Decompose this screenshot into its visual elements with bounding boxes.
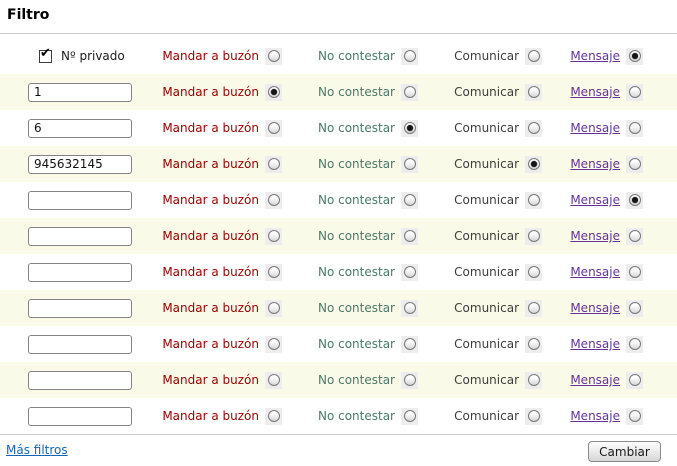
radio-pad <box>626 336 643 353</box>
option-label: No contestar <box>317 265 395 279</box>
checkmark-icon: ✔ <box>40 45 51 61</box>
mensaje-link[interactable]: Mensaje <box>570 229 620 243</box>
radio-pad <box>265 336 282 353</box>
number-input[interactable] <box>28 227 132 246</box>
mensaje-link[interactable]: Mensaje <box>570 265 620 279</box>
comunicar-radio[interactable] <box>528 374 540 386</box>
target-cell <box>0 182 150 218</box>
option-cell <box>282 146 418 182</box>
radio-pad <box>525 192 542 209</box>
option-cell <box>418 254 542 290</box>
option-label: No contestar <box>317 121 395 135</box>
radio-pad <box>265 408 282 425</box>
no_contestar-radio[interactable] <box>404 410 416 422</box>
filter-row <box>0 182 677 218</box>
mensaje-radio[interactable] <box>629 338 641 350</box>
mensaje-radio[interactable] <box>629 194 641 206</box>
mandar_a_buzon-radio[interactable] <box>268 194 280 206</box>
radio-pad <box>626 120 643 137</box>
mensaje-radio[interactable] <box>629 374 641 386</box>
option-label: No contestar <box>317 337 395 351</box>
option-label: Mandar a buzón <box>162 409 259 423</box>
target-cell <box>0 38 150 74</box>
radio-pad <box>401 408 418 425</box>
mensaje-radio[interactable] <box>629 302 641 314</box>
target-cell <box>0 326 150 362</box>
option-cell <box>282 254 418 290</box>
radio-pad <box>265 372 282 389</box>
option-cell <box>542 326 643 362</box>
radio-pad <box>525 48 542 65</box>
radio-pad <box>626 408 643 425</box>
radio-pad <box>626 372 643 389</box>
option-cell <box>150 398 282 434</box>
mandar_a_buzon-radio[interactable] <box>268 266 280 278</box>
filter-row <box>0 290 677 326</box>
option-cell <box>418 110 542 146</box>
option-cell <box>282 218 418 254</box>
option-label: Comunicar <box>454 49 519 63</box>
mensaje-link[interactable]: Mensaje <box>570 373 620 387</box>
option-label: Mandar a buzón <box>162 229 259 243</box>
radio-pad <box>525 300 542 317</box>
target-cell <box>0 290 150 326</box>
comunicar-radio[interactable] <box>528 50 540 62</box>
filter-row <box>0 218 677 254</box>
option-cell <box>150 146 282 182</box>
option-cell <box>542 218 643 254</box>
mensaje-link[interactable]: Mensaje <box>570 49 620 63</box>
option-label: Mandar a buzón <box>162 373 259 387</box>
number-input[interactable] <box>28 335 132 354</box>
option-label: No contestar <box>317 373 395 387</box>
radio-pad <box>525 372 542 389</box>
option-cell <box>418 326 542 362</box>
radio-pad <box>626 264 643 281</box>
number-input[interactable] <box>28 371 132 390</box>
mensaje-link[interactable]: Mensaje <box>570 409 620 423</box>
mensaje-radio[interactable] <box>629 158 641 170</box>
comunicar-radio[interactable] <box>528 302 540 314</box>
option-cell <box>542 182 643 218</box>
option-label: Mandar a buzón <box>162 121 259 135</box>
option-cell <box>418 362 542 398</box>
no_contestar-radio[interactable] <box>404 302 416 314</box>
option-label: Comunicar <box>454 121 519 135</box>
mensaje-radio[interactable] <box>629 50 641 62</box>
private-number-toggle <box>39 45 125 63</box>
radio-pad <box>626 156 643 173</box>
comunicar-radio[interactable] <box>528 266 540 278</box>
radio-pad <box>401 84 418 101</box>
filter-rows <box>0 38 677 434</box>
private-number-label: Nº privado <box>61 49 125 63</box>
number-input[interactable] <box>28 119 132 138</box>
option-label: Mandar a buzón <box>162 85 259 99</box>
option-cell <box>418 182 542 218</box>
option-label: No contestar <box>317 193 395 207</box>
option-cell <box>282 38 418 74</box>
option-label: No contestar <box>317 301 395 315</box>
option-cell <box>542 290 643 326</box>
option-cell <box>150 362 282 398</box>
radio-pad <box>265 48 282 65</box>
number-input[interactable] <box>28 83 132 102</box>
comunicar-radio[interactable] <box>528 338 540 350</box>
comunicar-radio[interactable] <box>528 230 540 242</box>
radio-pad <box>401 156 418 173</box>
option-cell <box>418 38 542 74</box>
radio-pad <box>525 156 542 173</box>
comunicar-radio[interactable] <box>528 158 540 170</box>
target-cell <box>0 110 150 146</box>
radio-pad <box>265 228 282 245</box>
option-cell <box>150 38 282 74</box>
target-cell <box>0 362 150 398</box>
radio-pad <box>401 264 418 281</box>
option-cell <box>150 218 282 254</box>
option-cell <box>542 74 643 110</box>
radio-pad <box>525 228 542 245</box>
mandar_a_buzon-radio[interactable] <box>268 158 280 170</box>
option-cell <box>418 74 542 110</box>
option-cell <box>418 398 542 434</box>
filter-row <box>0 362 677 398</box>
option-cell <box>542 38 643 74</box>
no_contestar-radio[interactable] <box>404 158 416 170</box>
option-cell <box>418 146 542 182</box>
radio-pad <box>265 192 282 209</box>
mensaje-radio[interactable] <box>629 230 641 242</box>
mensaje-link[interactable]: Mensaje <box>570 157 620 171</box>
target-cell <box>0 146 150 182</box>
option-cell <box>282 398 418 434</box>
submit-button[interactable]: Cambiar <box>588 441 661 462</box>
option-label: Comunicar <box>454 337 519 351</box>
option-label: Comunicar <box>454 85 519 99</box>
mandar_a_buzon-radio[interactable] <box>268 410 280 422</box>
option-label: Comunicar <box>454 193 519 207</box>
option-cell <box>150 110 282 146</box>
number-input[interactable] <box>28 299 132 318</box>
target-cell <box>0 74 150 110</box>
radio-pad <box>525 336 542 353</box>
option-cell <box>418 290 542 326</box>
option-cell <box>542 254 643 290</box>
target-cell <box>0 398 150 434</box>
option-label: No contestar <box>317 409 395 423</box>
option-cell <box>282 110 418 146</box>
radio-pad <box>525 120 542 137</box>
mandar_a_buzon-radio[interactable] <box>268 230 280 242</box>
option-label: Comunicar <box>454 157 519 171</box>
filter-row <box>0 38 677 74</box>
filter-row <box>0 254 677 290</box>
top-divider <box>0 33 677 34</box>
no_contestar-radio[interactable] <box>404 374 416 386</box>
option-label: Mandar a buzón <box>162 337 259 351</box>
more-filters-link[interactable]: Más filtros <box>6 443 68 457</box>
option-label: Comunicar <box>454 229 519 243</box>
mensaje-link[interactable]: Mensaje <box>570 85 620 99</box>
option-label: Mandar a buzón <box>162 157 259 171</box>
private-number-checkbox[interactable] <box>39 45 52 63</box>
radio-pad <box>626 192 643 209</box>
radio-pad <box>525 264 542 281</box>
radio-pad <box>265 300 282 317</box>
radio-pad <box>626 228 643 245</box>
mandar_a_buzon-radio[interactable] <box>268 302 280 314</box>
radio-pad <box>265 156 282 173</box>
option-label: No contestar <box>317 157 395 171</box>
radio-pad <box>401 300 418 317</box>
no_contestar-radio[interactable] <box>404 86 416 98</box>
option-cell <box>542 362 643 398</box>
radio-pad <box>401 228 418 245</box>
filter-row <box>0 398 677 434</box>
option-label: Comunicar <box>454 409 519 423</box>
option-cell <box>282 74 418 110</box>
option-cell <box>418 218 542 254</box>
radio-pad <box>265 84 282 101</box>
radio-pad <box>626 48 643 65</box>
option-cell <box>150 74 282 110</box>
option-label: Comunicar <box>454 301 519 315</box>
no_contestar-radio[interactable] <box>404 230 416 242</box>
comunicar-radio[interactable] <box>528 194 540 206</box>
radio-pad <box>626 84 643 101</box>
no_contestar-radio[interactable] <box>404 50 416 62</box>
mensaje-link[interactable]: Mensaje <box>570 121 620 135</box>
mensaje-radio[interactable] <box>629 410 641 422</box>
radio-pad <box>626 300 643 317</box>
option-cell <box>542 398 643 434</box>
number-input[interactable] <box>28 155 132 174</box>
footer <box>0 435 677 466</box>
mandar_a_buzon-radio[interactable] <box>268 86 280 98</box>
mandar_a_buzon-radio[interactable] <box>268 374 280 386</box>
number-input[interactable] <box>28 263 132 282</box>
comunicar-radio[interactable] <box>528 122 540 134</box>
number-input[interactable] <box>28 191 132 210</box>
radio-pad <box>525 84 542 101</box>
option-label: No contestar <box>317 229 395 243</box>
option-cell <box>150 254 282 290</box>
radio-pad <box>525 408 542 425</box>
mensaje-link[interactable]: Mensaje <box>570 193 620 207</box>
radio-pad <box>401 372 418 389</box>
mensaje-radio[interactable] <box>629 86 641 98</box>
comunicar-radio[interactable] <box>528 410 540 422</box>
page-title: Filtro <box>7 7 50 23</box>
mandar_a_buzon-radio[interactable] <box>268 122 280 134</box>
comunicar-radio[interactable] <box>528 86 540 98</box>
option-cell <box>542 146 643 182</box>
filter-row <box>0 146 677 182</box>
mandar_a_buzon-radio[interactable] <box>268 338 280 350</box>
option-cell <box>542 110 643 146</box>
filter-row <box>0 74 677 110</box>
mensaje-radio[interactable] <box>629 266 641 278</box>
number-input[interactable] <box>28 407 132 426</box>
mensaje-link[interactable]: Mensaje <box>570 301 620 315</box>
no_contestar-radio[interactable] <box>404 266 416 278</box>
radio-pad <box>401 336 418 353</box>
radio-pad <box>265 120 282 137</box>
mensaje-radio[interactable] <box>629 122 641 134</box>
radio-pad <box>401 192 418 209</box>
option-label: Mandar a buzón <box>162 49 259 63</box>
option-cell <box>150 290 282 326</box>
mensaje-link[interactable]: Mensaje <box>570 337 620 351</box>
target-cell <box>0 218 150 254</box>
option-cell <box>150 326 282 362</box>
no_contestar-radio[interactable] <box>404 122 416 134</box>
option-cell <box>282 362 418 398</box>
no_contestar-radio[interactable] <box>404 194 416 206</box>
option-label: Comunicar <box>454 265 519 279</box>
option-cell <box>282 290 418 326</box>
radio-pad <box>401 120 418 137</box>
option-label: No contestar <box>317 49 395 63</box>
filter-row <box>0 110 677 146</box>
option-label: Mandar a buzón <box>162 193 259 207</box>
radio-pad <box>265 264 282 281</box>
target-cell <box>0 254 150 290</box>
option-cell <box>150 182 282 218</box>
no_contestar-radio[interactable] <box>404 338 416 350</box>
radio-pad <box>401 48 418 65</box>
option-label: Mandar a buzón <box>162 265 259 279</box>
option-cell <box>282 326 418 362</box>
mandar_a_buzon-radio[interactable] <box>268 50 280 62</box>
option-cell <box>282 182 418 218</box>
filter-row <box>0 326 677 362</box>
option-label: Comunicar <box>454 373 519 387</box>
option-label: No contestar <box>317 85 395 99</box>
option-label: Mandar a buzón <box>162 301 259 315</box>
